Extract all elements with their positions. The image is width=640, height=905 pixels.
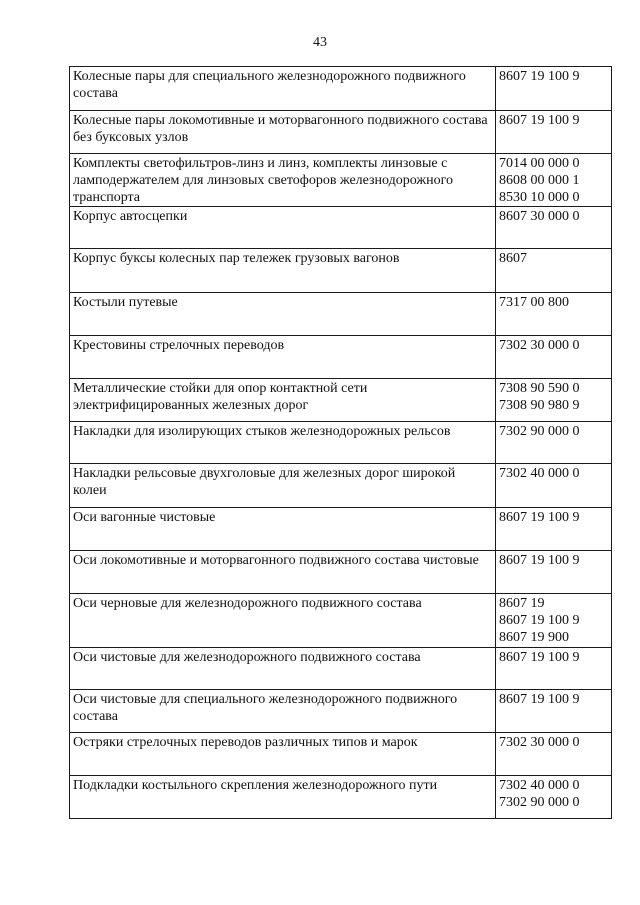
goods-table-body bbox=[70, 67, 612, 819]
goods-table bbox=[69, 66, 612, 819]
product-name: Корпус буксы колесных пар тележек грузовых вагонов bbox=[70, 249, 496, 293]
table-row bbox=[70, 594, 612, 648]
product-name: Крестовины стрелочных переводов bbox=[70, 336, 496, 379]
product-name: Колесные пары локомотивные и моторвагонного подвижного состава без буксовых узлов bbox=[70, 111, 496, 154]
code-value: 8607 bbox=[499, 251, 527, 266]
code-value: 7302 90 000 0 bbox=[499, 795, 580, 810]
code-value: 7302 40 000 0 bbox=[499, 778, 580, 793]
code-value: 8607 19 100 9 bbox=[499, 650, 580, 665]
table-row bbox=[70, 648, 612, 690]
table-row bbox=[70, 154, 612, 207]
product-codes bbox=[496, 67, 612, 111]
product-codes bbox=[496, 733, 612, 776]
table-row bbox=[70, 67, 612, 111]
product-name: Накладки рельсовые двухголовые для железных дорог широкой колеи bbox=[70, 464, 496, 508]
product-codes bbox=[496, 776, 612, 819]
code-value: 8607 19 100 9 bbox=[499, 113, 580, 128]
table-row bbox=[70, 508, 612, 551]
table-row bbox=[70, 336, 612, 379]
table-row bbox=[70, 249, 612, 293]
product-name: Оси чистовые для специального железнодорожного подвижного состава bbox=[70, 690, 496, 733]
product-name: Металлические стойки для опор контактной сети электрифицированных железных дорог bbox=[70, 379, 496, 422]
product-name: Корпус автосцепки bbox=[70, 207, 496, 249]
code-value: 7014 00 000 0 bbox=[499, 156, 580, 171]
product-codes bbox=[496, 648, 612, 690]
product-name: Оси черновые для железнодорожного подвижного состава bbox=[70, 594, 496, 648]
product-codes bbox=[496, 336, 612, 379]
table-row bbox=[70, 690, 612, 733]
product-name: Оси вагонные чистовые bbox=[70, 508, 496, 551]
product-name: Костыли путевые bbox=[70, 293, 496, 336]
code-value: 7317 00 800 bbox=[499, 295, 569, 310]
code-value: 7302 30 000 0 bbox=[499, 735, 580, 750]
product-codes bbox=[496, 422, 612, 464]
code-value: 7302 30 000 0 bbox=[499, 338, 580, 353]
product-name: Колесные пары для специального железнодорожного подвижного состава bbox=[70, 67, 496, 111]
code-value: 8607 19 100 9 bbox=[499, 510, 580, 525]
code-value: 7302 90 000 0 bbox=[499, 424, 580, 439]
product-name: Накладки для изолирующих стыков железнодорожных рельсов bbox=[70, 422, 496, 464]
code-value: 8607 19 900 bbox=[499, 630, 569, 645]
product-codes bbox=[496, 464, 612, 508]
product-codes bbox=[496, 207, 612, 249]
product-codes bbox=[496, 249, 612, 293]
code-value: 8530 10 000 0 bbox=[499, 190, 580, 205]
table-row bbox=[70, 111, 612, 154]
product-codes bbox=[496, 551, 612, 594]
code-value: 8607 30 000 0 bbox=[499, 209, 580, 224]
table-row bbox=[70, 207, 612, 249]
product-name: Оси локомотивные и моторвагонного подвижного состава чистовые bbox=[70, 551, 496, 594]
product-codes bbox=[496, 379, 612, 422]
code-value: 8607 19 100 9 bbox=[499, 613, 580, 628]
product-codes bbox=[496, 690, 612, 733]
code-value: 8607 19 100 9 bbox=[499, 69, 580, 84]
product-name: Остряки стрелочных переводов различных типов и марок bbox=[70, 733, 496, 776]
product-name: Комплекты светофильтров-линз и линз, комплекты линзовые с ламподержателем для линзовых светофоров железнодорожного транспорта bbox=[70, 154, 496, 207]
code-value: 8607 19 100 9 bbox=[499, 692, 580, 707]
product-codes bbox=[496, 154, 612, 207]
table-row bbox=[70, 379, 612, 422]
table-row bbox=[70, 776, 612, 819]
page-number: 43 bbox=[313, 35, 327, 50]
code-value: 8607 19 100 9 bbox=[499, 553, 580, 568]
product-name: Оси чистовые для железнодорожного подвижного состава bbox=[70, 648, 496, 690]
product-codes bbox=[496, 111, 612, 154]
code-value: 7308 90 980 9 bbox=[499, 398, 580, 413]
code-value: 8608 00 000 1 bbox=[499, 173, 580, 188]
table-row bbox=[70, 551, 612, 594]
code-value: 7302 40 000 0 bbox=[499, 466, 580, 481]
product-name: Подкладки костыльного скрепления железнодорожного пути bbox=[70, 776, 496, 819]
product-codes bbox=[496, 508, 612, 551]
code-value: 7308 90 590 0 bbox=[499, 381, 580, 396]
table-row bbox=[70, 422, 612, 464]
table-row bbox=[70, 293, 612, 336]
code-value: 8607 19 bbox=[499, 596, 545, 611]
product-codes bbox=[496, 293, 612, 336]
table-row bbox=[70, 464, 612, 508]
table-row bbox=[70, 733, 612, 776]
product-codes bbox=[496, 594, 612, 648]
